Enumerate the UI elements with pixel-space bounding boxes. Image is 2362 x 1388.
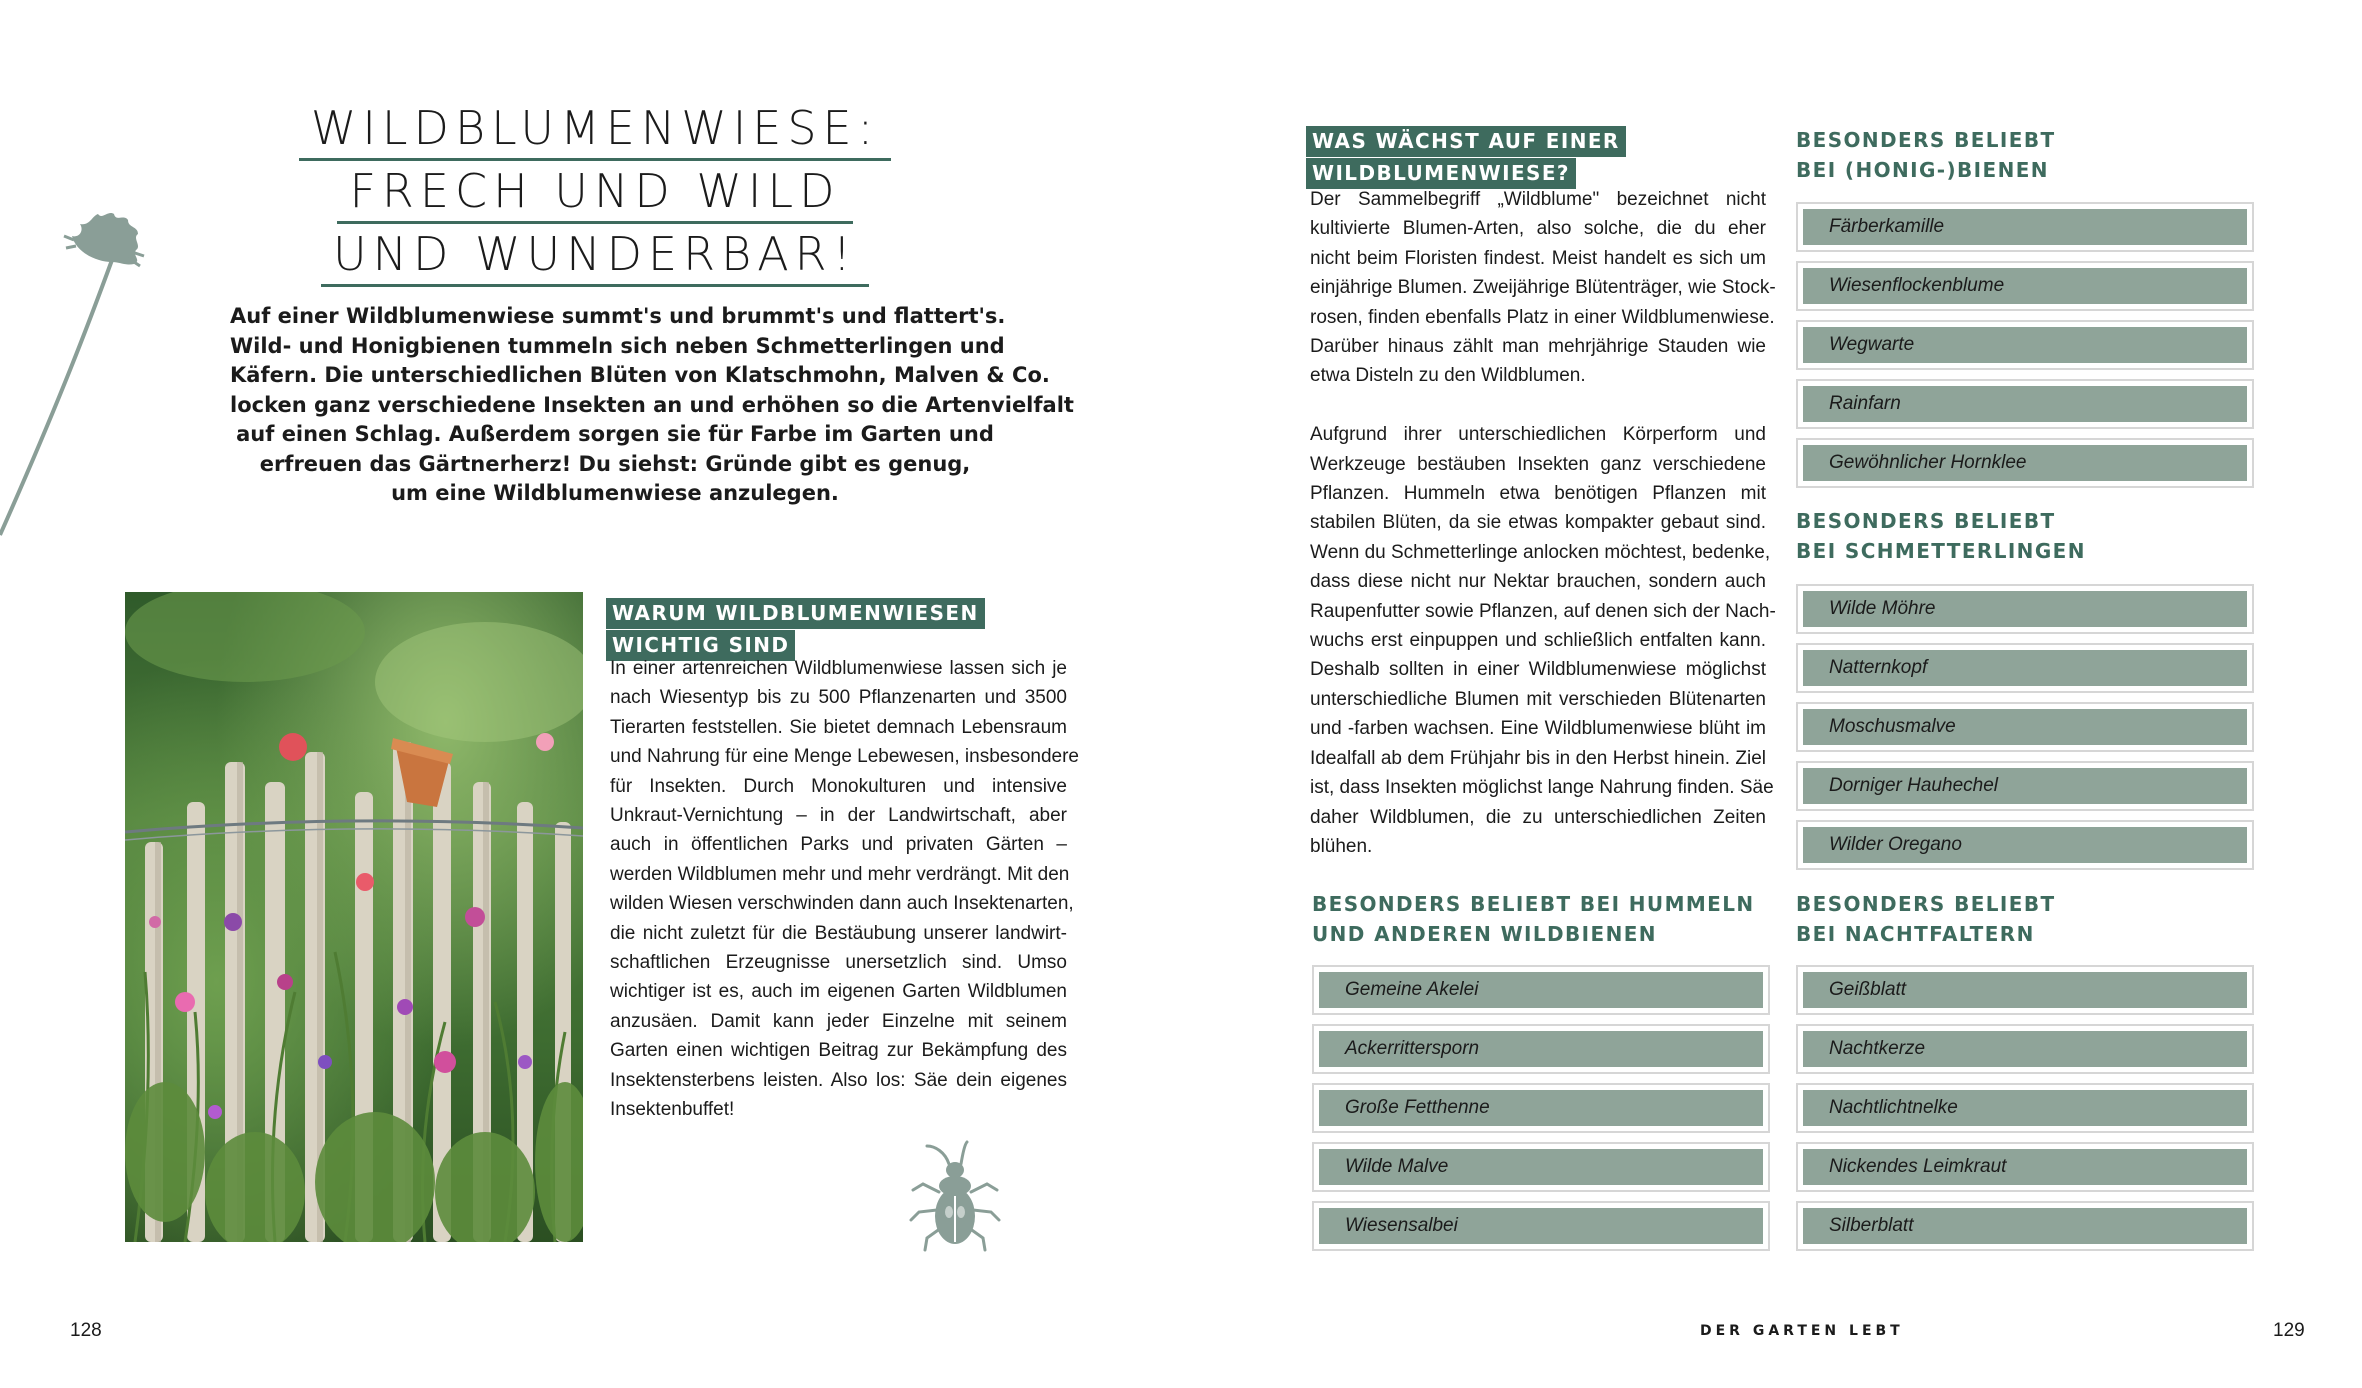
was-para1-line: Darüber hinaus zählt man mehrjährige Stauden wie (1310, 336, 1766, 358)
warum-line: auch in öffentlichen Parks und privaten Gärten – (610, 834, 1067, 856)
list-item-label: Gemeine Akelei (1319, 972, 1763, 1008)
was-para1-line: Der Sammelbegriff „Wildblume" bezeichnet nicht (1310, 189, 1766, 210)
list-item-label: Große Fetthenne (1319, 1090, 1763, 1126)
list-item-label: Gewöhnlicher Hornklee (1803, 445, 2247, 481)
warum-heading-line: WARUM WILDBLUMENWIESEN (606, 598, 985, 629)
list-item-label: Natternkopf (1803, 650, 2247, 686)
list-item (1312, 1083, 1770, 1133)
title-line-1: WILDBLUMENWIESE: (299, 100, 891, 161)
was-para2-line: Wenn du Schmetterlinge anlocken möchtest, bedenke, (1310, 541, 1771, 563)
page-title (240, 100, 950, 289)
list-item-label: Wilder Oregano (1803, 827, 2247, 863)
list-item-label: Moschusmalve (1803, 709, 2247, 745)
list-item-label: Rainfarn (1803, 386, 2247, 422)
list-item-label: Nachtkerze (1803, 1031, 2247, 1067)
warum-line: für Insekten. Durch Monokulturen und intensive (610, 775, 1067, 797)
bienen-heading-line: BEI (HONIG-)BIENEN (1796, 157, 2049, 182)
title-line-2: FRECH UND WILD (337, 163, 852, 224)
intro-paragraph (230, 302, 1074, 509)
bienen-heading-line: BESONDERS BELIEBT (1796, 128, 2056, 152)
list-item-label: Nickendes Leimkraut (1803, 1149, 2247, 1185)
list-item-label: Färberkamille (1803, 209, 2247, 245)
schmetterlinge-heading-line: BESONDERS BELIEBT (1796, 509, 2056, 533)
bienen-list (1796, 202, 2254, 497)
list-item (1312, 1201, 1770, 1251)
warum-line: nach Wiesentyp bis zu 500 Pflanzenarten und 3500 (610, 687, 1067, 709)
was-para2-line: und -farben wachsen. Eine Wildblumenwiese blüht im (1310, 718, 1766, 740)
was-para2-line: stabilen Blüten, da sie etwas kompakter gebaut sind. (1310, 512, 1766, 534)
running-head: DER GARTEN LEBT (1700, 1323, 1904, 1339)
was-para2-line: ist, dass Insekten möglichst lange Nahrung finden. Säe (1310, 777, 1774, 799)
warum-line: wichtiger ist es, auch im eigenen Garten Wildblumen (610, 981, 1067, 1003)
intro-line: erfreuen das Gärtnerherz! Du siehst: Gründe gibt es genug, (259, 451, 971, 476)
page-number-right: 129 (2273, 1320, 2305, 1341)
was-para2-line: Deshalb sollten in einer Wildblumenwiese möglichst (1310, 659, 1766, 681)
warum-line: schaftlichen Erzeugnisse unersetzlich sind. Umso (610, 952, 1067, 974)
was-para1-line: nicht beim Floristen findest. Meist handelt es sich um (1310, 247, 1766, 269)
was-heading (1306, 126, 1626, 190)
hummeln-list (1312, 965, 1770, 1260)
was-para1-line: kultivierte Blumen-Arten, also solche, die du eher (1310, 218, 1766, 240)
list-item-label: Silberblatt (1803, 1208, 2247, 1244)
was-body (1310, 185, 1776, 861)
schmetterlinge-heading-line: BEI SCHMETTERLINGEN (1796, 538, 2086, 563)
page-number-left: 128 (70, 1320, 102, 1341)
nachtfalter-heading-line: BESONDERS BELIEBT (1796, 892, 2056, 916)
warum-line: Insektensterbens leisten. Also los: Säe dein eigenes (610, 1069, 1067, 1091)
nachtfalter-heading-line: BEI NACHTFALTERN (1796, 921, 2035, 946)
list-item (1312, 1142, 1770, 1192)
bienen-heading (1796, 126, 2056, 185)
list-item-label: Dorniger Hauhechel (1803, 768, 2247, 804)
list-item (1796, 702, 2254, 752)
warum-line: und Nahrung für eine Menge Lebewesen, insbesondere (610, 746, 1079, 768)
schmetterlinge-heading (1796, 507, 2086, 566)
list-item (1796, 1201, 2254, 1251)
warum-body (610, 654, 1079, 1125)
was-para2-line: wuchs erst einpuppen und schließlich entfalten kann. (1310, 630, 1766, 652)
warum-line: wilden Wiesen verschwinden dann auch Insektenarten, (610, 893, 1074, 915)
warum-line: Tierarten feststellen. Sie bietet demnach Lebensraum (610, 716, 1067, 738)
hummeln-heading (1312, 890, 1755, 949)
was-para2-line: Pflanzen. Hummeln etwa benötigen Pflanzen mit (1310, 483, 1766, 505)
list-item (1796, 320, 2254, 370)
list-item-label: Wilde Möhre (1803, 591, 2247, 627)
was-para2-line: Aufgrund ihrer unterschiedlichen Körperform und (1310, 424, 1766, 446)
hummeln-heading-line: UND ANDEREN WILDBIENEN (1312, 921, 1657, 946)
wildflower-fence-photo (125, 592, 583, 1242)
nachtfalter-list (1796, 965, 2254, 1260)
was-para2-line: Werkzeuge bestäuben Insekten ganz verschiedene (1310, 453, 1766, 475)
was-para2-line: Raupenfutter sowie Pflanzen, auf denen sich der Nach- (1310, 600, 1776, 622)
warum-line: Garten einen wichtigen Beitrag zur Bekämpfung des (610, 1040, 1067, 1062)
was-para2-line: unterschiedliche Blumen mit verschieden Blütenarten (1310, 688, 1766, 710)
list-item-label: Geißblatt (1803, 972, 2247, 1008)
list-item (1796, 965, 2254, 1015)
list-item (1796, 1142, 2254, 1192)
list-item (1796, 379, 2254, 429)
intro-line: um eine Wildblumenwiese anzulegen. (391, 481, 839, 505)
list-item-label: Nachtlichtnelke (1803, 1090, 2247, 1126)
warum-line: Unkraut-Vernichtung – in der Landwirtschaft, aber (610, 805, 1067, 827)
list-item (1796, 261, 2254, 311)
list-item-label: Ackerrittersporn (1319, 1031, 1763, 1067)
was-para2-line: dass diese nicht nur Nektar brauchen, sondern auch (1310, 571, 1766, 593)
list-item (1796, 438, 2254, 488)
list-item-label: Wiesenflockenblume (1803, 268, 2247, 304)
list-item (1312, 965, 1770, 1015)
title-line-3: UND WUNDERBAR! (321, 226, 869, 287)
list-item-label: Wilde Malve (1319, 1149, 1763, 1185)
warum-heading (606, 598, 985, 662)
was-heading-line: WAS WÄCHST AUF EINER (1306, 126, 1626, 157)
intro-line: locken ganz verschiedene Insekten an und erhöhen so die Artenvielfalt (230, 392, 1074, 417)
intro-line: Auf einer Wildblumenwiese summt's und brummt's und flattert's. (230, 304, 1006, 328)
warum-line: anzusäen. Damit kann jeder Einzelne mit seinem (610, 1010, 1067, 1032)
beetle-icon (905, 1140, 1005, 1260)
was-para2-line: daher Wildblumen, die zu unterschiedlichen Zeiten (1310, 806, 1766, 828)
schmetterlinge-list (1796, 584, 2254, 879)
list-item (1312, 1024, 1770, 1074)
list-item (1796, 643, 2254, 693)
was-heading-line: WILDBLUMENWIESE? (1306, 158, 1576, 189)
list-item-label: Wegwarte (1803, 327, 2247, 363)
intro-line: auf einen Schlag. Außerdem sorgen sie für Farbe im Garten und (236, 422, 994, 446)
nachtfalter-heading (1796, 890, 2056, 949)
warum-line: In einer artenreichen Wildblumenwiese lassen sich je (610, 658, 1067, 679)
list-item-label: Wiesensalbei (1319, 1208, 1763, 1244)
warum-line: die nicht zuletzt für die Bestäubung unserer landwirt- (610, 922, 1067, 944)
list-item (1796, 1024, 2254, 1074)
hummeln-heading-line: BESONDERS BELIEBT BEI HUMMELN (1312, 892, 1755, 916)
was-para1-line: rosen, finden ebenfalls Platz in einer Wildblumenwiese. (1310, 306, 1775, 328)
intro-line: Käfern. Die unterschiedlichen Blüten von Klatschmohn, Malven & Co. (230, 363, 1050, 387)
warum-line: werden Wildblumen mehr und mehr verdrängt. Mit den (610, 863, 1070, 885)
warum-heading-line: WICHTIG SIND (606, 630, 795, 661)
was-para2-line: Idealfall ab dem Frühjahr bis in den Herbst hinein. Ziel (1310, 747, 1766, 769)
list-item (1796, 761, 2254, 811)
list-item (1796, 584, 2254, 634)
list-item (1796, 1083, 2254, 1133)
list-item (1796, 820, 2254, 870)
warum-line: Insektenbuffet! (610, 1099, 735, 1121)
flower-illustration (0, 200, 160, 540)
was-para2-line: blühen. (1310, 835, 1373, 857)
was-para1-line: etwa Disteln zu den Wildblumen. (1310, 365, 1586, 387)
list-item (1796, 202, 2254, 252)
was-para1-line: einjährige Blumen. Zweijährige Blütenträger, wie Stock- (1310, 277, 1776, 299)
intro-line: Wild- und Honigbienen tummeln sich neben Schmetterlingen und (230, 333, 1005, 358)
